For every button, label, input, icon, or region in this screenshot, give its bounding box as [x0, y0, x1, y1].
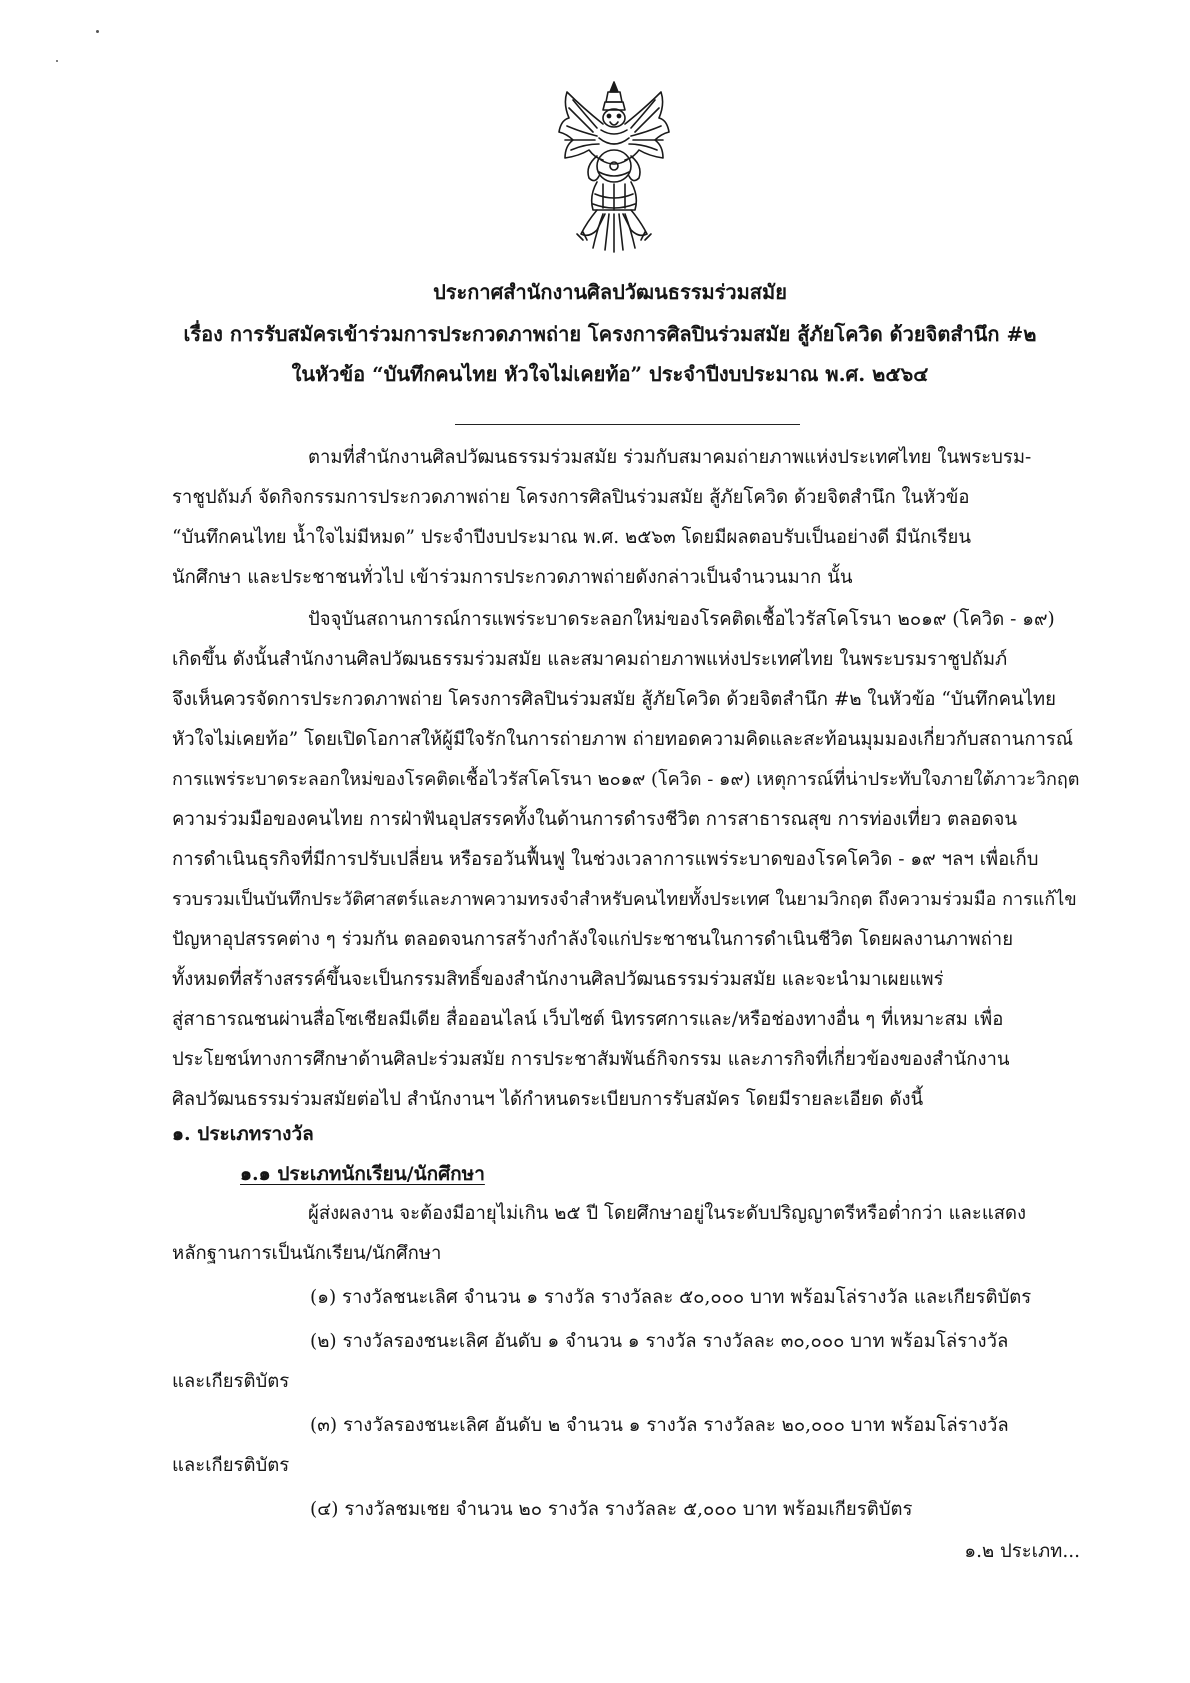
paragraph-line: ปัจจุบันสถานการณ์การแพร่ระบาดระลอกใหม่ของโรคติดเชื้อไวรัสโคโรนา ๒๐๑๙ (โควิด - ๑๙): [308, 609, 1055, 630]
award-first: (๑) รางวัลชนะเลิศ จำนวน ๑ รางวัล รางวัลละ ๕๐,๐๐๐ บาท พร้อมโล่รางวัล และเกียรติบัตร: [310, 1287, 1032, 1308]
title-divider: [455, 424, 800, 425]
paragraph-line: นักศึกษา และประชาชนทั่วไป เข้าร่วมการประกวดภาพถ่ายดังกล่าวเป็นจำนวนมาก นั้น: [172, 567, 853, 588]
paragraph-line: ศิลปวัฒนธรรมร่วมสมัยต่อไป สำนักงานฯ ได้กำหนดระเบียบการรับสมัคร โดยมีรายละเอียด ดังนี้: [172, 1089, 924, 1110]
garuda-emblem-icon: [553, 78, 675, 256]
paragraph-line: การแพร่ระบาดระลอกใหม่ของโรคติดเชื้อไวรัสโคโรนา ๒๐๑๙ (โควิด - ๑๙) เหตุการณ์ที่น่าประทับใจภายใต้ภาวะวิกฤต: [172, 769, 1080, 790]
paragraph-line: จึงเห็นควรจัดการประกวดภาพถ่าย โครงการศิลปินร่วมสมัย สู้ภัยโควิด ด้วยจิตสำนึก #๒ ในหัวข้อ “บันทึกคนไทย: [172, 689, 1056, 710]
paragraph-line: รวบรวมเป็นบันทึกประวัติศาสตร์และภาพความทรงจำสำหรับคนไทยทั้งประเทศ ในยามวิกฤต ถึงความร่วมมือ การแก้ไข: [172, 889, 1077, 910]
paragraph-line: “บันทึกคนไทย น้ำใจไม่มีหมด” ประจำปีงบประมาณ พ.ศ. ๒๕๖๓ โดยมีผลตอบรับเป็นอย่างดี มีนักเรียน: [172, 527, 971, 548]
next-page-marker: ๑.๒ ประเภท...: [964, 1541, 1080, 1562]
eligibility-text: หลักฐานการเป็นนักเรียน/นักศึกษา: [172, 1243, 442, 1264]
paragraph-line: ประโยชน์ทางการศึกษาด้านศิลปะร่วมสมัย การประชาสัมพันธ์กิจกรรม และภารกิจที่เกี่ยวข้องของสำนักงาน: [172, 1049, 1010, 1070]
paragraph-line: ปัญหาอุปสรรคต่าง ๆ ร่วมกัน ตลอดจนการสร้างกำลังใจแก่ประชาชนในการดำเนินชีวิต โดยผลงานภาพถ่าย: [172, 929, 1014, 950]
paragraph-line: เกิดขึ้น ดังนั้นสำนักงานศิลปวัฒนธรรมร่วมสมัย และสมาคมถ่ายภาพแห่งประเทศไทย ในพระบรมราชูปถัมภ์: [172, 649, 1008, 670]
announcement-title: ประกาศสำนักงานศิลปวัฒนธรรมร่วมสมัย: [433, 280, 787, 304]
award-second-cont: และเกียรติบัตร: [172, 1371, 290, 1392]
paragraph-line: การดำเนินธุรกิจที่มีการปรับเปลี่ยน หรือรอวันฟื้นฟู ในช่วงเวลาการแพร่ระบาดของโรคโควิด - ๑๙ ฯลฯ เพื่อเก็บ: [172, 849, 1039, 870]
paragraph-line: หัวใจไม่เคยท้อ” โดยเปิดโอกาสให้ผู้มีใจรักในการถ่ายภาพ ถ่ายทอดความคิดและสะท้อนมุมมองเกี่ยวกับสถานการณ์: [172, 729, 1074, 750]
paragraph-line: ความร่วมมือของคนไทย การฝ่าฟันอุปสรรคทั้งในด้านการดำรงชีวิต การสาธารณสุข การท่องเที่ยว ตลอดจน: [172, 809, 1018, 830]
scan-speck: [56, 60, 58, 62]
announcement-subject: เรื่อง การรับสมัครเข้าร่วมการประกวดภาพถ่าย โครงการศิลปินร่วมสมัย สู้ภัยโควิด ด้วยจิตสำนึก #๒: [183, 322, 1037, 346]
announcement-topic: ในหัวข้อ “บันทึกคนไทย หัวใจไม่เคยท้อ” ประจำปีงบประมาณ พ.ศ. ๒๕๖๔: [291, 362, 929, 386]
section-student-category: ๑.๑ ประเภทนักเรียน/นักศึกษา: [240, 1163, 485, 1185]
award-second: (๒) รางวัลรองชนะเลิศ อันดับ ๑ จำนวน ๑ รางวัล รางวัลละ ๓๐,๐๐๐ บาท พร้อมโล่รางวัล: [310, 1331, 1009, 1352]
paragraph-line: ทั้งหมดที่สร้างสรรค์ขึ้นจะเป็นกรรมสิทธิ์ของสำนักงานศิลปวัฒนธรรมร่วมสมัย และจะนำมาเผยแพร่: [172, 969, 944, 990]
paragraph-line: ราชูปถัมภ์ จัดกิจกรรมการประกวดภาพถ่าย โครงการศิลปินร่วมสมัย สู้ภัยโควิด ด้วยจิตสำนึก ในหัวข้อ: [172, 487, 970, 508]
paragraph-background: [172, 438, 1088, 598]
award-third: (๓) รางวัลรองชนะเลิศ อันดับ ๒ จำนวน ๑ รางวัล รางวัลละ ๒๐,๐๐๐ บาท พร้อมโล่รางวัล: [310, 1415, 1009, 1436]
eligibility-text: ผู้ส่งผลงาน จะต้องมีอายุไม่เกิน ๒๕ ปี โดยศึกษาอยู่ในระดับปริญญาตรีหรือต่ำกว่า และแสดง: [308, 1203, 1027, 1224]
award-honorable: (๔) รางวัลชมเชย จำนวน ๒๐ รางวัล รางวัลละ ๕,๐๐๐ บาท พร้อมเกียรติบัตร: [310, 1499, 913, 1520]
paragraph-line: ตามที่สำนักงานศิลปวัฒนธรรมร่วมสมัย ร่วมกับสมาคมถ่ายภาพแห่งประเทศไทย ในพระบรม-: [308, 447, 1032, 468]
award-third-cont: และเกียรติบัตร: [172, 1455, 290, 1476]
paragraph-purpose: [172, 600, 1088, 1120]
section-award-types: ๑. ประเภทรางวัล: [172, 1123, 314, 1145]
paragraph-line: สู่สาธารณชนผ่านสื่อโซเชียลมีเดีย สื่อออนไลน์ เว็บไซต์ นิทรรศการและ/หรือช่องทางอื่น ๆ ที่เหมาะสม เพื่อ: [172, 1009, 1004, 1030]
scan-speck: [96, 30, 99, 33]
